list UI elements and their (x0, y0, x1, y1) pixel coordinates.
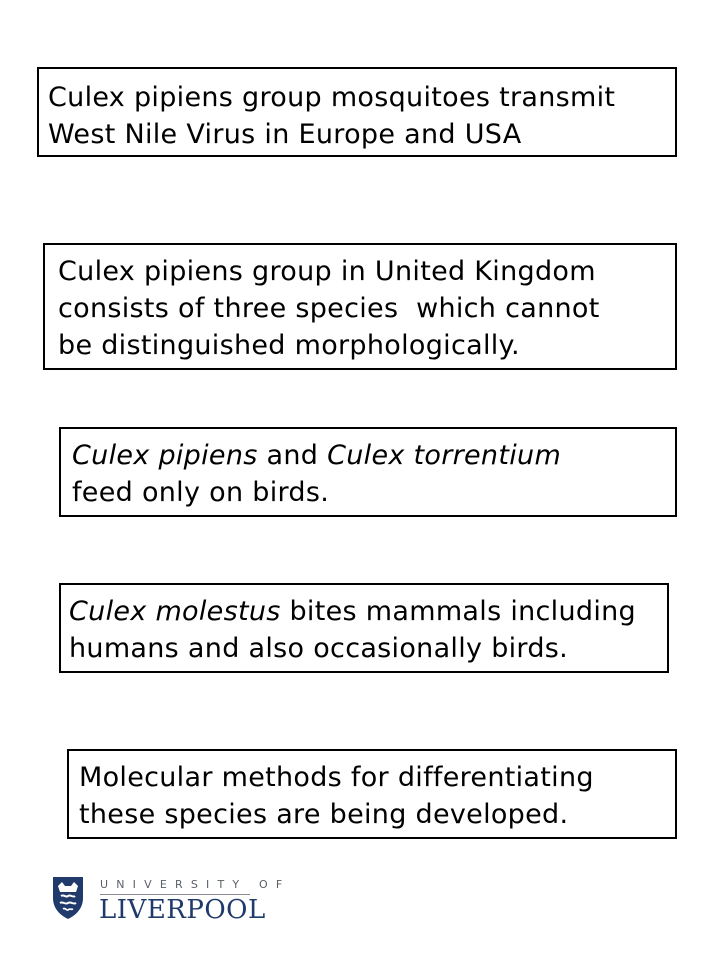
species-name: Culex pipiens (72, 440, 258, 471)
logo-subtitle: UNIVERSITY OF (100, 878, 291, 891)
statement-text: these species are being developed. (79, 799, 569, 830)
statement-text: Culex pipiens group in United Kingdom (58, 256, 596, 287)
statement-line (72, 437, 667, 474)
statement-text: feed only on birds. (72, 477, 330, 508)
statement-box-uk-species (43, 243, 677, 370)
species-name: Culex torrentium (327, 440, 562, 471)
statement-line (69, 593, 659, 630)
statement-text: West Nile Virus in Europe and USA (48, 119, 522, 150)
species-name: Culex molestus (69, 596, 281, 627)
statement-text: consists of three species which cannot (58, 293, 600, 324)
statement-box-transmission (37, 67, 677, 157)
university-logo (52, 876, 291, 928)
statement-text: be distinguished morphologically. (58, 330, 520, 361)
statement-box-molecular-methods (67, 749, 677, 839)
statement-text: and (257, 440, 328, 471)
statement-text: humans and also occasionally birds. (69, 633, 569, 664)
statement-text: Molecular methods for differentiating (79, 762, 594, 793)
statement-text: bites mammals including (280, 596, 636, 627)
statement-text: Culex pipiens group mosquitoes transmit (48, 82, 616, 113)
crest-icon (52, 876, 84, 920)
statement-box-bird-feeders (59, 427, 677, 517)
logo-wordmark: LIVERPOOL (99, 895, 266, 925)
statement-box-molestus (59, 583, 669, 673)
